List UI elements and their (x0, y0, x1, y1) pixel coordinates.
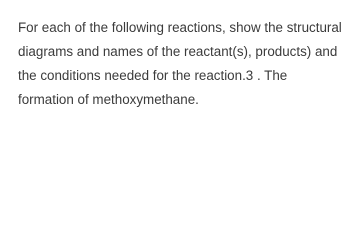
question-line-3: the conditions needed for the reaction.3 . The (18, 68, 288, 83)
question-line-2: diagrams and names of the reactant(s), products) and (18, 44, 338, 59)
question-line-4: formation of methoxymethane. (18, 92, 199, 107)
question-line-1: For each of the following reactions, show the structural (18, 20, 342, 35)
question-text (18, 16, 344, 112)
